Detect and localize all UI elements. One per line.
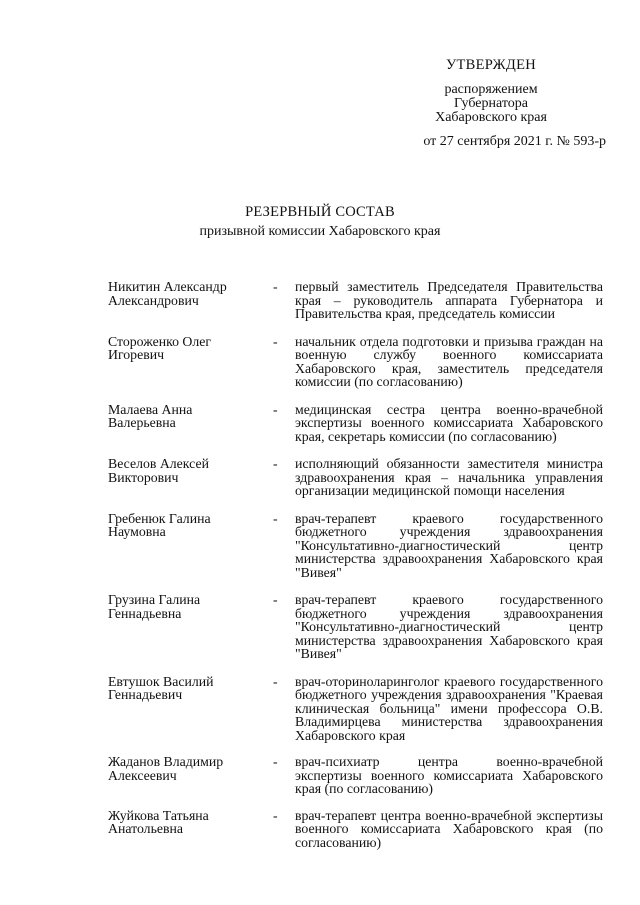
member-surname-first: Жуйкова Татьяна xyxy=(108,807,209,823)
list-item xyxy=(108,809,603,850)
title-main: РЕЗЕРВНЫЙ СОСТАВ xyxy=(245,204,395,220)
document-title xyxy=(0,204,640,240)
member-name xyxy=(108,335,273,389)
member-dash: - xyxy=(273,807,278,823)
member-role: медицинская сестра центра военно-врачебной экспертизы военного комиссариата Хабаровского края, секретарь комиссии (по согласованию) xyxy=(295,401,603,444)
list-item xyxy=(108,280,603,321)
member-dash: - xyxy=(273,279,278,294)
list-item xyxy=(108,457,603,498)
member-name xyxy=(108,755,273,796)
member-role: начальник отдела подготовки и призыва граждан на военную службу военного комиссариата Хабаровского края, заместитель председателя комиссии (по согласованию) xyxy=(295,333,603,389)
member-surname-first: Никитин Александр xyxy=(108,279,227,294)
member-patronymic: Наумовна xyxy=(108,524,166,539)
member-dash: - xyxy=(273,510,278,526)
list-item xyxy=(108,512,603,580)
list-item xyxy=(108,403,603,444)
member-role: врач-оториноларинголог краевого государственного бюджетного учреждения здравоохранения "Краевая клиническая больница" имени профессора О.В. Владимирцева министерства здравоохранения Хабаровского края xyxy=(295,673,603,743)
member-surname-first: Веселов Алексей xyxy=(108,456,209,471)
member-dash: - xyxy=(273,333,278,349)
member-patronymic: Геннадьевна xyxy=(108,605,182,621)
member-role: исполняющий обязанности заместителя министра здравоохранения края – начальника управления организации медицинской помощи населения xyxy=(295,456,603,498)
member-patronymic: Александрович xyxy=(108,292,199,308)
approval-stamp xyxy=(376,58,606,149)
member-dash: - xyxy=(273,401,278,417)
approval-heading: УТВЕРЖДЕН xyxy=(445,57,537,73)
approval-line-governor: Губернатора xyxy=(453,96,529,111)
member-dash: - xyxy=(273,754,278,769)
member-patronymic: Анатольевна xyxy=(108,821,184,836)
list-item xyxy=(108,675,603,743)
member-role: врач-психиатр центра военно-врачебной экспертизы военного комиссариата Хабаровского края (по согласованию) xyxy=(295,754,603,796)
member-patronymic: Геннадьевич xyxy=(108,687,183,702)
member-patronymic: Викторович xyxy=(108,469,179,485)
member-role: врач-терапевт центра военно-врачебной экспертизы военного комиссариата Хабаровского края (по согласованию) xyxy=(295,807,603,850)
member-surname-first: Евтушок Василий xyxy=(108,673,214,689)
list-item xyxy=(108,755,603,796)
member-surname-first: Гребенюк Галина xyxy=(108,510,211,526)
member-dash: - xyxy=(273,673,278,689)
member-patronymic: Алексеевич xyxy=(108,767,177,783)
member-name xyxy=(108,457,273,498)
member-role: первый заместитель Председателя Правительства края – руководитель аппарата Губернатора и Правительства края, председатель комиссии xyxy=(295,279,603,321)
approval-line-region: Хабаровского края xyxy=(435,110,547,125)
member-surname-first: Стороженко Олег xyxy=(108,333,212,349)
member-surname-first: Жаданов Владимир xyxy=(108,754,224,769)
member-patronymic: Игоревич xyxy=(108,347,165,362)
member-name xyxy=(108,675,273,743)
member-dash: - xyxy=(273,456,278,471)
approval-date: от 27 сентября 2021 г. № 593-р xyxy=(423,134,606,149)
member-name xyxy=(108,512,273,580)
member-patronymic: Валерьевна xyxy=(108,415,176,430)
member-name xyxy=(108,280,273,321)
list-item xyxy=(108,335,603,389)
member-surname-first: Малаева Анна xyxy=(108,401,193,417)
list-item xyxy=(108,593,603,661)
member-role: врач-терапевт краевого государственного бюджетного учреждения здравоохранения "Консультативно-диагностический центр министерства здравоохранения Хабаровского края "Вивея" xyxy=(295,510,603,580)
member-name xyxy=(108,809,273,850)
member-name xyxy=(108,403,273,444)
title-subtitle: призывной комиссии Хабаровского края xyxy=(199,224,441,239)
members-list xyxy=(108,280,603,849)
member-name xyxy=(108,593,273,661)
approval-line-order: распоряжением xyxy=(444,82,538,97)
member-role: врач-терапевт краевого государственного бюджетного учреждения здравоохранения "Консультативно-диагностический центр министерства здравоохранения Хабаровского края "Вивея" xyxy=(295,592,603,661)
member-dash: - xyxy=(273,592,278,607)
member-surname-first: Грузина Галина xyxy=(108,592,201,607)
